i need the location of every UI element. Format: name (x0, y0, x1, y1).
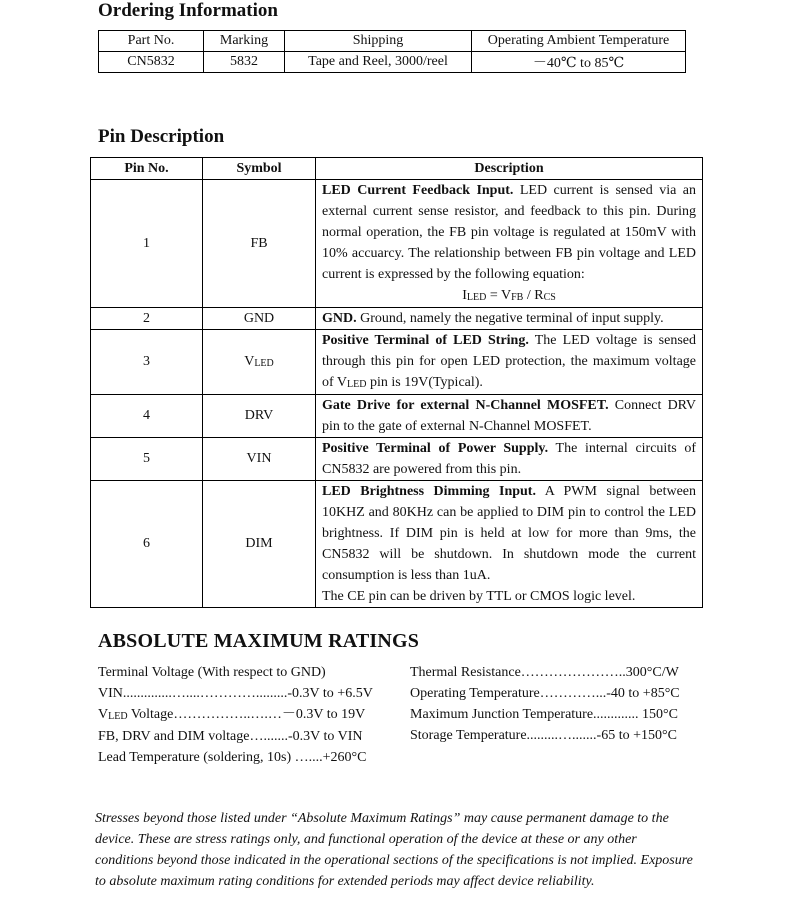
pin-description: GND. Ground, namely the negative terminal of input supply. (316, 308, 703, 330)
pin-symbol: $V_{LED}$ (203, 330, 316, 395)
table-cell: 5832 (204, 52, 285, 73)
table-row (99, 52, 686, 73)
table-header: Marking (204, 31, 285, 52)
pin-description-bold: LED Current Feedback Input. (322, 183, 514, 198)
rating-line: Lead Temperature (soldering, 10s) …....+260°C (98, 750, 367, 765)
table-header-row (99, 31, 686, 52)
table-header: Symbol (203, 158, 316, 180)
pin-symbol: GND (203, 308, 316, 330)
pin-description: Gate Drive for external N-Channel MOSFET. Connect DRV pin to the gate of external N-Channel MOSFET. (316, 395, 703, 438)
rating-line: FB, DRV and DIM voltage….......-0.3V to VIN (98, 729, 363, 744)
pin-symbol: VIN (203, 438, 316, 481)
rating-line: Operating Temperature…………...-40 to +85°C (410, 686, 680, 701)
table-row (91, 438, 703, 481)
ratings-right-column (410, 662, 680, 746)
rating-line: VIN..............…....………….........-0.3V to +6.5V (98, 686, 373, 701)
rating-line: Terminal Voltage (With respect to GND) (98, 665, 326, 680)
table-cell: Tape and Reel, 3000/reel (285, 52, 472, 73)
pin-description-table (90, 157, 703, 608)
pin-number: 6 (91, 481, 203, 608)
table-header: Operating Ambient Temperature (472, 31, 686, 52)
table-cell: CN5832 (99, 52, 204, 73)
rating-line: $V_{LED}$ Voltage……………..….…－0.3V to 19V (98, 707, 366, 722)
ordering-table (98, 30, 686, 73)
rating-line: Maximum Junction Temperature............. 150°C (410, 707, 678, 722)
table-header: Description (316, 158, 703, 180)
ratings-left-column (98, 662, 373, 768)
table-row (91, 308, 703, 330)
pin-description (316, 180, 703, 308)
table-header: Pin No. (91, 158, 203, 180)
table-header-row (91, 158, 703, 180)
pin-description: Positive Terminal of Power Supply. The internal circuits of CN5832 are powered from this pin. (316, 438, 703, 481)
pin-description: LED Brightness Dimming Input. A PWM signal between 10KHZ and 80KHz can be applied to DIM pin to control the LED brightness. If DIM pin is held at low for more than 9ms, the CN5832 will be shutdown. In shutdown mode the current consumption is less than 1uA. The CE pin can be driven by TTL or CMOS logic level. (316, 481, 703, 608)
absolute-max-ratings-title: ABSOLUTE MAXIMUM RATINGS (98, 630, 420, 652)
table-row (91, 330, 703, 395)
pin-symbol: DIM (203, 481, 316, 608)
table-header: Shipping (285, 31, 472, 52)
pin-description-title: Pin Description (98, 126, 225, 147)
table-row (91, 395, 703, 438)
table-header: Part No. (99, 31, 204, 52)
table-cell: －40℃ to 85℃ (472, 52, 686, 73)
pin-number: 5 (91, 438, 203, 481)
ordering-info-title: Ordering Information (98, 0, 278, 21)
table-row (91, 180, 703, 308)
pin-description-text: LED current is sensed via an external current sense resistor, and feedback to this pin. During normal operation, the FB pin voltage is regulated at 150mV with 10% accuarcy. The relationship between FB pin voltage and LED current is expressed by the following equation: (322, 183, 696, 282)
pin-symbol: DRV (203, 395, 316, 438)
pin-symbol: FB (203, 180, 316, 308)
pin-number: 4 (91, 395, 203, 438)
stress-note: Stresses beyond those listed under “Absolute Maximum Ratings” may cause permanent damage to the device. These are stress ratings only, and functional operation of the device at these or any other conditions beyond those indicated in the operational sections of the specifications is not implied. Exposure to absolute maximum rating conditions for extended periods may affect device reliability. (95, 811, 693, 889)
rating-line: Storage Temperature.........….......-65 to +150°C (410, 728, 677, 743)
pin-number: 3 (91, 330, 203, 395)
pin-description: Positive Terminal of LED String. The LED voltage is sensed through this pin for open LED protection, the maximum voltage of $V_{LED}$ pin is 19V(Typical). (316, 330, 703, 395)
equation: $I_{LED} = V_{FB} / R_{CS}$ (462, 288, 556, 303)
pin-number: 2 (91, 308, 203, 330)
table-row (91, 481, 703, 608)
rating-line: Thermal Resistance…………………..300°C/W (410, 665, 679, 680)
pin-number: 1 (91, 180, 203, 308)
